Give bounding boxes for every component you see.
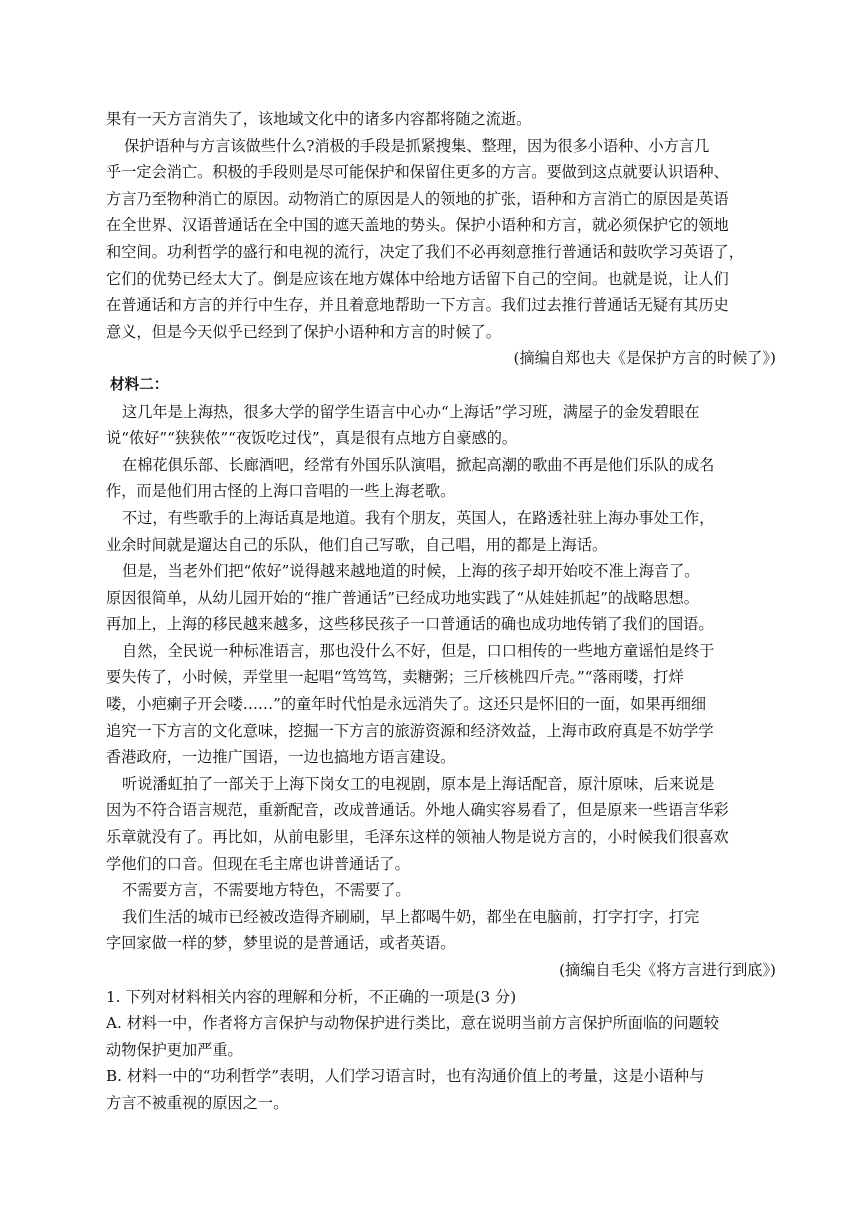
text-line: 字回家做一样的梦，梦里说的是普通话，或者英语。 — [106, 934, 456, 953]
text-line: 在全世界、汉语普通话在全中国的遮天盖地的势头。保护小语种和方言，就必须保护它的领地 — [106, 216, 729, 235]
text-line: 追究一下方言的文化意味，挖掘一下方言的旅游资源和经济效益，上海市政府真是不妨学学 — [106, 721, 714, 740]
text-line: 作，而是他们用古怪的上海口音唱的一些上海老歌。 — [106, 482, 456, 501]
text-line: 意义，但是今天似乎已经到了保护小语种和方言的时候了。 — [106, 322, 501, 341]
text-line: 乎一定会消亡。积极的手段则是尽可能保护和保留住更多的方言。要做到这点就要认识语种、 — [106, 163, 729, 182]
text-line: 听说潘虹拍了一部关于上海下岗女工的电视剧，原本是上海话配音，原汁原味，后来说是 — [122, 774, 715, 793]
text-line: 保护语种与方言该做些什么?消极的手段是抓紧搜集、整理，因为很多小语种、小方言几 — [124, 136, 710, 155]
text-line: 业余时间就是遛达自己的乐队，他们自己写歌，自己唱，用的都是上海话。 — [106, 535, 608, 554]
text-line: 因为不符合语言规范，重新配音，改成普通话。外地人确实容易看了，但是原来一些语言华彩 — [106, 801, 729, 820]
text-line: 不过，有些歌手的上海话真是地道。我有个朋友，英国人，在路透社驻上海办事处工作， — [122, 508, 715, 527]
reading-passage — [106, 106, 792, 1117]
text-line: 原因很简单，从幼儿园开始的“推广普通话”已经成功地实践了“从娃娃抓起”的战略思想。 — [106, 588, 699, 607]
source-citation: (摘编自郑也夫《是保护方言的时候了》) — [513, 349, 776, 368]
text-line: 和空间。功利哲学的盛行和电视的流行，决定了我们不必再刻意推行普通话和鼓吹学习英语了， — [106, 242, 744, 261]
text-line: 香港政府，一边推广国语，一边也搞地方语言建设。 — [106, 748, 456, 767]
text-line: 再加上，上海的移民越来越多，这些移民孩子一口普通话的确也成功地传销了我们的国语。 — [106, 615, 714, 634]
option-a-continued: 动物保护更加严重。 — [106, 1040, 243, 1059]
text-line: 说“侬好”“狭狭侬”“夜饭吃过伐”，真是很有点地方自豪感的。 — [106, 429, 518, 448]
text-line: 我们生活的城市已经被改造得齐刷刷，早上都喝牛奶，都坐在电脑前，打字打字，打完 — [122, 907, 700, 926]
text-line: 在棉花俱乐部、长廊酒吧，经常有外国乐队演唱，掀起高潮的歌曲不再是他们乐队的成名 — [122, 455, 715, 474]
option-a: A. 材料一中，作者将方言保护与动物保护进行类比，意在说明当前方言保护所面临的问题较 — [106, 1014, 719, 1033]
question-stem: 1. 下列对材料相关内容的理解和分析，不正确的一项是(3 分) — [106, 987, 517, 1006]
section-heading: 材料二： — [110, 375, 169, 393]
text-line: 学他们的口音。但现在毛主席也讲普通话了。 — [106, 854, 410, 873]
text-line: 果有一天方言消失了，该地域文化中的诸多内容都将随之流逝。 — [106, 110, 532, 128]
text-line: 这几年是上海热，很多大学的留学生语言中心办“上海话”学习班，满屋子的金发碧眼在 — [122, 402, 700, 421]
option-b: B. 材料一中的“功利哲学”表明，人们学习语言时，也有沟通价值上的考量，这是小语种与 — [106, 1067, 705, 1086]
text-line: 它们的优势已经太大了。倒是应该在地方媒体中给地方话留下自己的空间。也就是说，让人们 — [106, 269, 729, 288]
source-citation: (摘编自毛尖《将方言进行到底》) — [559, 961, 776, 979]
text-line: 但是，当老外们把“侬好”说得越来越地道的时候，上海的孩子却开始咬不准上海音了。 — [122, 562, 700, 581]
text-line: 要失传了，小时候，弄堂里一起唱“笃笃笃，卖糖粥；三斤核桃四斤壳。”“落雨喽，打烊 — [106, 668, 684, 687]
text-line: 方言乃至物种消亡的原因。动物消亡的原因是人的领地的扩张，语种和方言消亡的原因是英语 — [106, 189, 729, 208]
text-line: 乐章就没有了。再比如，从前电影里，毛泽东这样的领袖人物是说方言的，小时候我们很喜欢 — [106, 828, 729, 847]
text-line: 自然，全民说一种标准语言，那也没什么不好，但是，口口相传的一些地方童谣怕是终于 — [122, 641, 715, 660]
option-b-continued: 方言不被重视的原因之一。 — [106, 1093, 289, 1112]
text-line: 在普通话和方言的并行中生存，并且着意地帮助一下方言。我们过去推行普通话无疑有其历史 — [106, 296, 729, 315]
text-line: 喽，小疤瘌子开会喽……”的童年时代怕是永远消失了。这还只是怀旧的一面，如果再细细 — [106, 695, 707, 714]
text-line: 不需要方言，不需要地方特色，不需要了。 — [122, 881, 411, 900]
